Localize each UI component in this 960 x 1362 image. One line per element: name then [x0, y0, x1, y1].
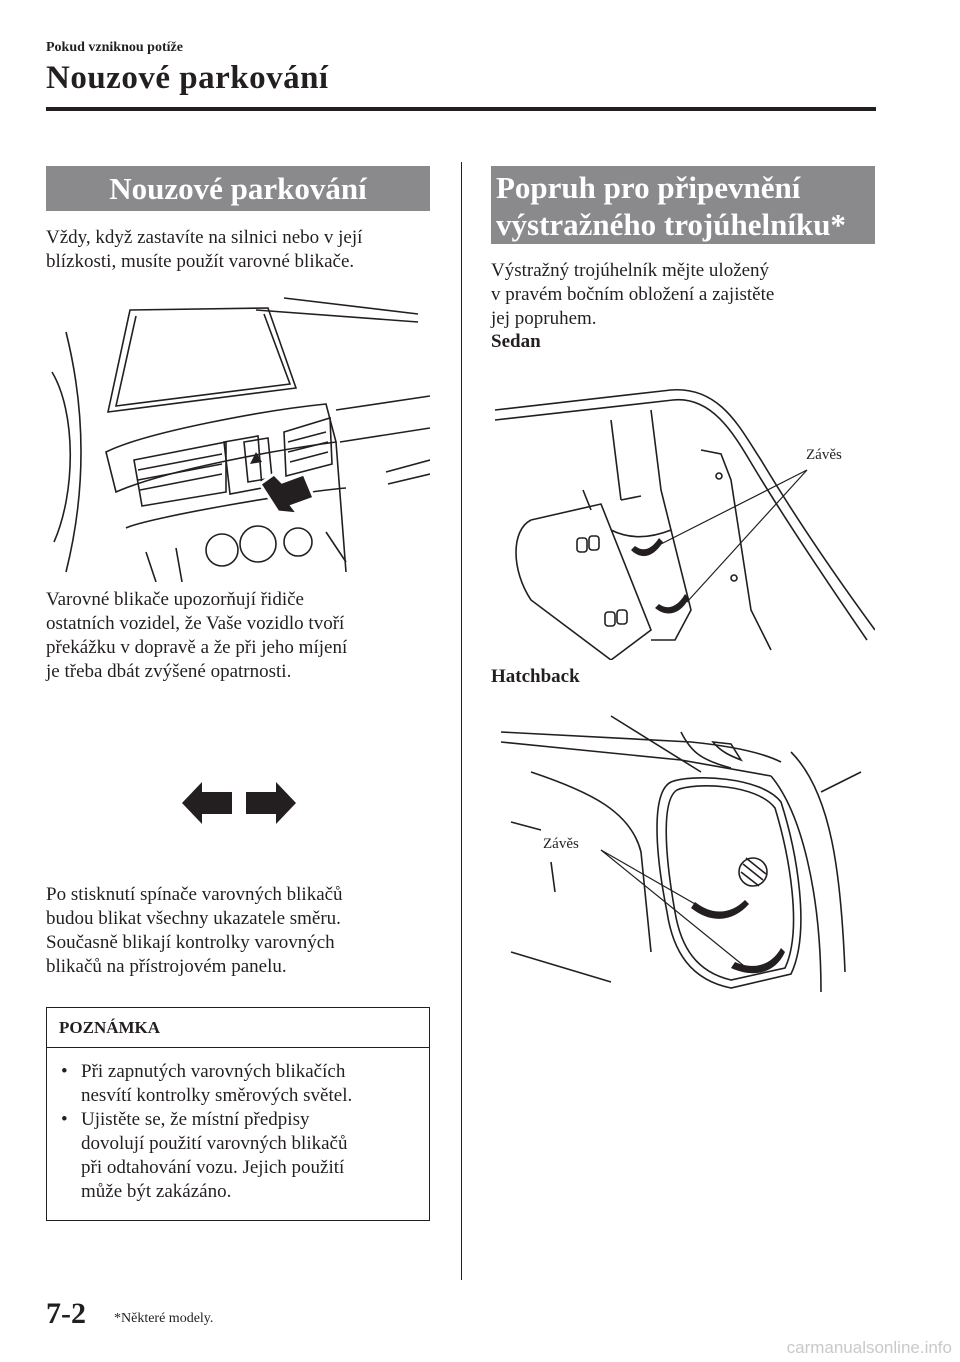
text-line: je třeba dbát zvýšené opatrnosti. [46, 661, 292, 682]
left-banner: Nouzové parkování [46, 166, 430, 211]
header-rule [46, 107, 876, 111]
left-warning-text [46, 588, 347, 684]
right-intro [491, 259, 774, 331]
hatchback-label: Hatchback [491, 666, 580, 687]
note-heading: POZNÁMKA [47, 1008, 429, 1048]
text-line: v pravém bočním obložení a zajistěte [491, 284, 775, 305]
text-line: ostatních vozidel, že Vaše vozidlo tvoří [46, 613, 345, 634]
page-number: 7-2 [46, 1297, 86, 1330]
text-line: nesvítí kontrolky směrových světel. [81, 1085, 353, 1106]
banner-line: Popruh pro připevnění [496, 170, 801, 205]
text-line: při odtahování vozu. Jejich použití [81, 1157, 345, 1178]
sedan-strap-illustration [491, 370, 875, 660]
text-line: Ujistěte se, že místní předpisy [81, 1109, 310, 1130]
footnote: *Některé modely. [114, 1311, 214, 1326]
text-line: Vždy, když zastavíte na silnici nebo v její [46, 227, 363, 248]
text-line: může být zakázáno. [81, 1181, 232, 1202]
left-press-text [46, 883, 343, 979]
sedan-callout: Závěs [806, 447, 842, 463]
note-box [46, 1007, 430, 1221]
page-title: Nouzové parkování [46, 60, 329, 96]
hatchback-strap-illustration [491, 712, 875, 1012]
turn-signal-arrows-icon [180, 780, 298, 826]
watermark: carmanualsonline.info [786, 1338, 952, 1357]
text-line: dovolují použití varovných blikačů [81, 1133, 348, 1154]
hazard-switch-illustration [46, 292, 430, 582]
note-list [59, 1060, 419, 1204]
right-banner [491, 166, 875, 244]
left-intro [46, 226, 362, 274]
column-divider [461, 162, 462, 1280]
text-line: Varovné blikače upozorňují řidiče [46, 589, 304, 610]
text-line: Po stisknutí spínače varovných blikačů [46, 884, 343, 905]
banner-line: výstražného trojúhelníku* [496, 207, 846, 242]
text-line: Současně blikají kontrolky varovných [46, 932, 335, 953]
text-line: budou blikat všechny ukazatele směru. [46, 908, 341, 929]
text-line: blikačů na přístrojovém panelu. [46, 956, 287, 977]
bullet-icon: • [61, 1061, 68, 1082]
text-line: Výstražný trojúhelník mějte uložený [491, 260, 770, 281]
text-line: blízkosti, musíte použít varovné blikače. [46, 251, 355, 272]
text-line: překážku v dopravě a že při jeho míjení [46, 637, 348, 658]
bullet-icon: • [61, 1109, 68, 1130]
note-item [59, 1060, 419, 1108]
text-line: jej popruhem. [491, 308, 597, 329]
note-item [59, 1108, 419, 1204]
sedan-label: Sedan [491, 331, 541, 352]
section-label: Pokud vzniknou potíže [46, 40, 183, 55]
text-line: Při zapnutých varovných blikačích [81, 1061, 346, 1082]
hatchback-callout: Závěs [543, 836, 579, 852]
